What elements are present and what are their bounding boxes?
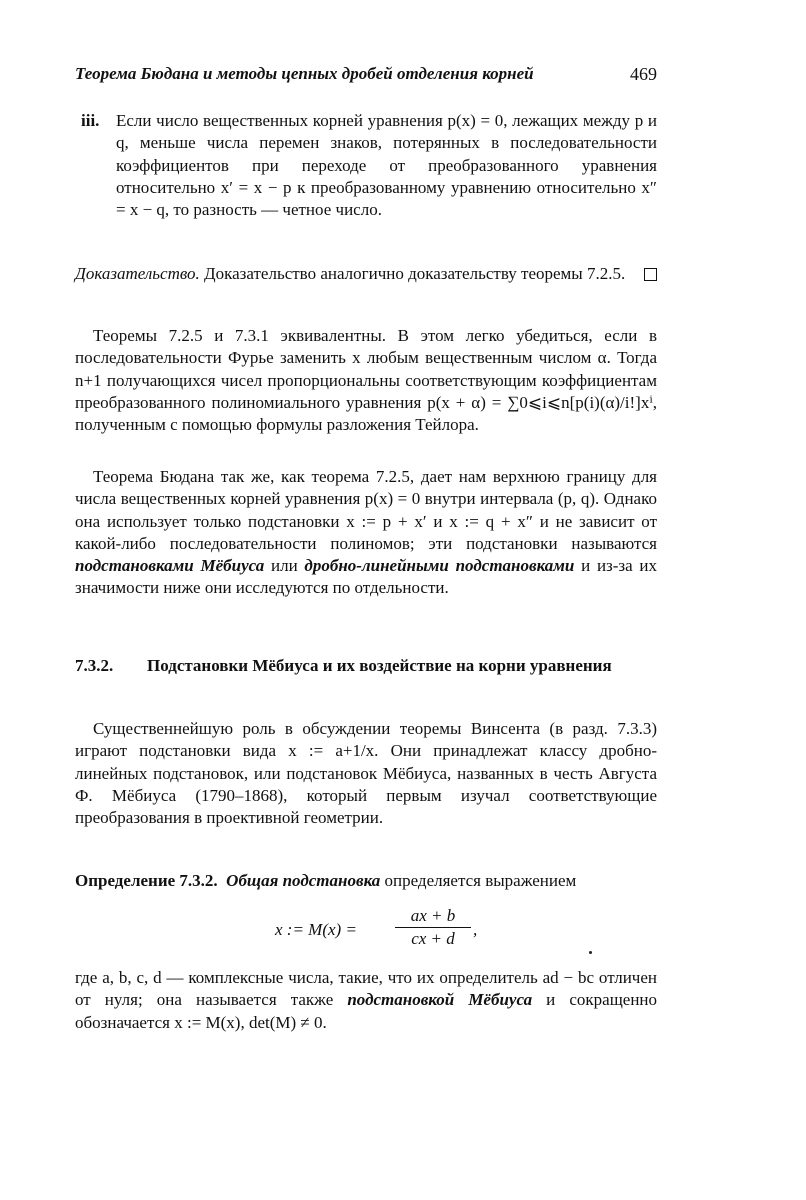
proof-paragraph — [75, 263, 657, 285]
proof-text: Доказательство аналогично доказательству теоремы 7.2.5. — [204, 264, 626, 283]
list-item-iii — [75, 110, 657, 221]
formula-denominator: cx + d — [411, 929, 455, 948]
definition-paragraph — [75, 870, 657, 892]
paragraph-budan-text-2: и из-за их значимости ниже они исследуются по отдельности. — [75, 556, 658, 598]
section-title: Подстановки Мёбиуса и их воздействие на корни уравнения — [147, 656, 612, 675]
running-head — [75, 64, 657, 84]
term-fractional-linear: дробно-линейными подстановками — [304, 556, 575, 576]
section-heading — [75, 655, 657, 677]
paragraph-vincent-text: Существеннейшую роль в обсуждении теоремы Винсента (в разд. 7.3.3) играют подстановки вида x := a+1/x. Они принадлежат классу дробно-линейных подстановок, или подстановок Мёбиуса, названных в честь Августа Ф. Мёбиуса (1790–1868), который первым изучал соответствующие преобразования в проективной геометрии. — [75, 719, 657, 828]
formula-comma: , — [473, 920, 478, 939]
speck-mark — [589, 951, 592, 954]
paragraph-budan-conj: или — [270, 556, 298, 576]
definition-term: Общая подстановка — [226, 871, 381, 890]
item-label: iii. — [81, 111, 100, 130]
formula-lhs: x := M(x) = — [275, 920, 357, 939]
paragraph-determinant — [75, 967, 657, 1034]
formula-fraction — [395, 906, 471, 949]
paragraph-determinant-text-2: и сокращенно обозначается x := M(x), det(M) ≠ 0. — [75, 990, 658, 1032]
page-number: 469 — [630, 64, 657, 84]
item-text: Если число вещественных корней уравнения p(x) = 0, лежащих между p и q, меньше числа перемен знаков, потерянных в последовательности коэффициентов при переходе от преобразованного уравнения относительно x′ = x − p к преобразованному уравнению относительно x″ = x − q, то разность — четное число. — [116, 111, 657, 220]
paragraph-budan-text-1: Теорема Бюдана так же, как теорема 7.2.5, дает нам верхнюю границу для числа вещественных корней уравнения p(x) = 0 внутри интервала (p, q). Однако она использует только подстановки x := p + x′ и x := q + x″ и не зависит от какой-либо последовательности полиномов; эти подстановки называются — [75, 467, 657, 553]
paragraph-equivalence — [75, 325, 657, 436]
paragraph-determinant-text-1: где a, b, c, d — комплексные числа, такие, что их определитель ad − bc отличен от нуля; она называется также — [75, 968, 657, 1010]
proof-label: Доказательство. — [75, 264, 200, 283]
paragraph-equivalence-text: Теоремы 7.2.5 и 7.3.1 эквивалентны. В этом легко убедиться, если в последовательности Фурье заменить x любым вещественным числом α. Тогда n+1 получающихся чисел пропорциональны соответствующим коэффициентам преобразованного полиномиального уравнения p(x + α) = ∑0⩽i⩽n[p(i)(α)/i!]xⁱ, полученным с помощью формулы разложения Тейлора. — [75, 326, 657, 435]
definition-text: определяется выражением — [384, 871, 577, 890]
term-mobius-substitution: подстановкой Мёбиуса — [347, 990, 533, 1010]
running-head-title: Теорема Бюдана и методы цепных дробей отделения корней — [75, 64, 534, 83]
section-number: 7.3.2. — [75, 656, 114, 675]
definition-label: Определение 7.3.2. — [75, 871, 218, 890]
mobius-formula — [275, 906, 535, 956]
formula-numerator: ax + b — [395, 906, 471, 928]
term-mobius-substitutions: подстановками Мёбиуса — [75, 556, 265, 576]
paragraph-vincent — [75, 718, 657, 829]
qed-square-icon — [644, 268, 657, 281]
paragraph-budan — [75, 466, 657, 600]
